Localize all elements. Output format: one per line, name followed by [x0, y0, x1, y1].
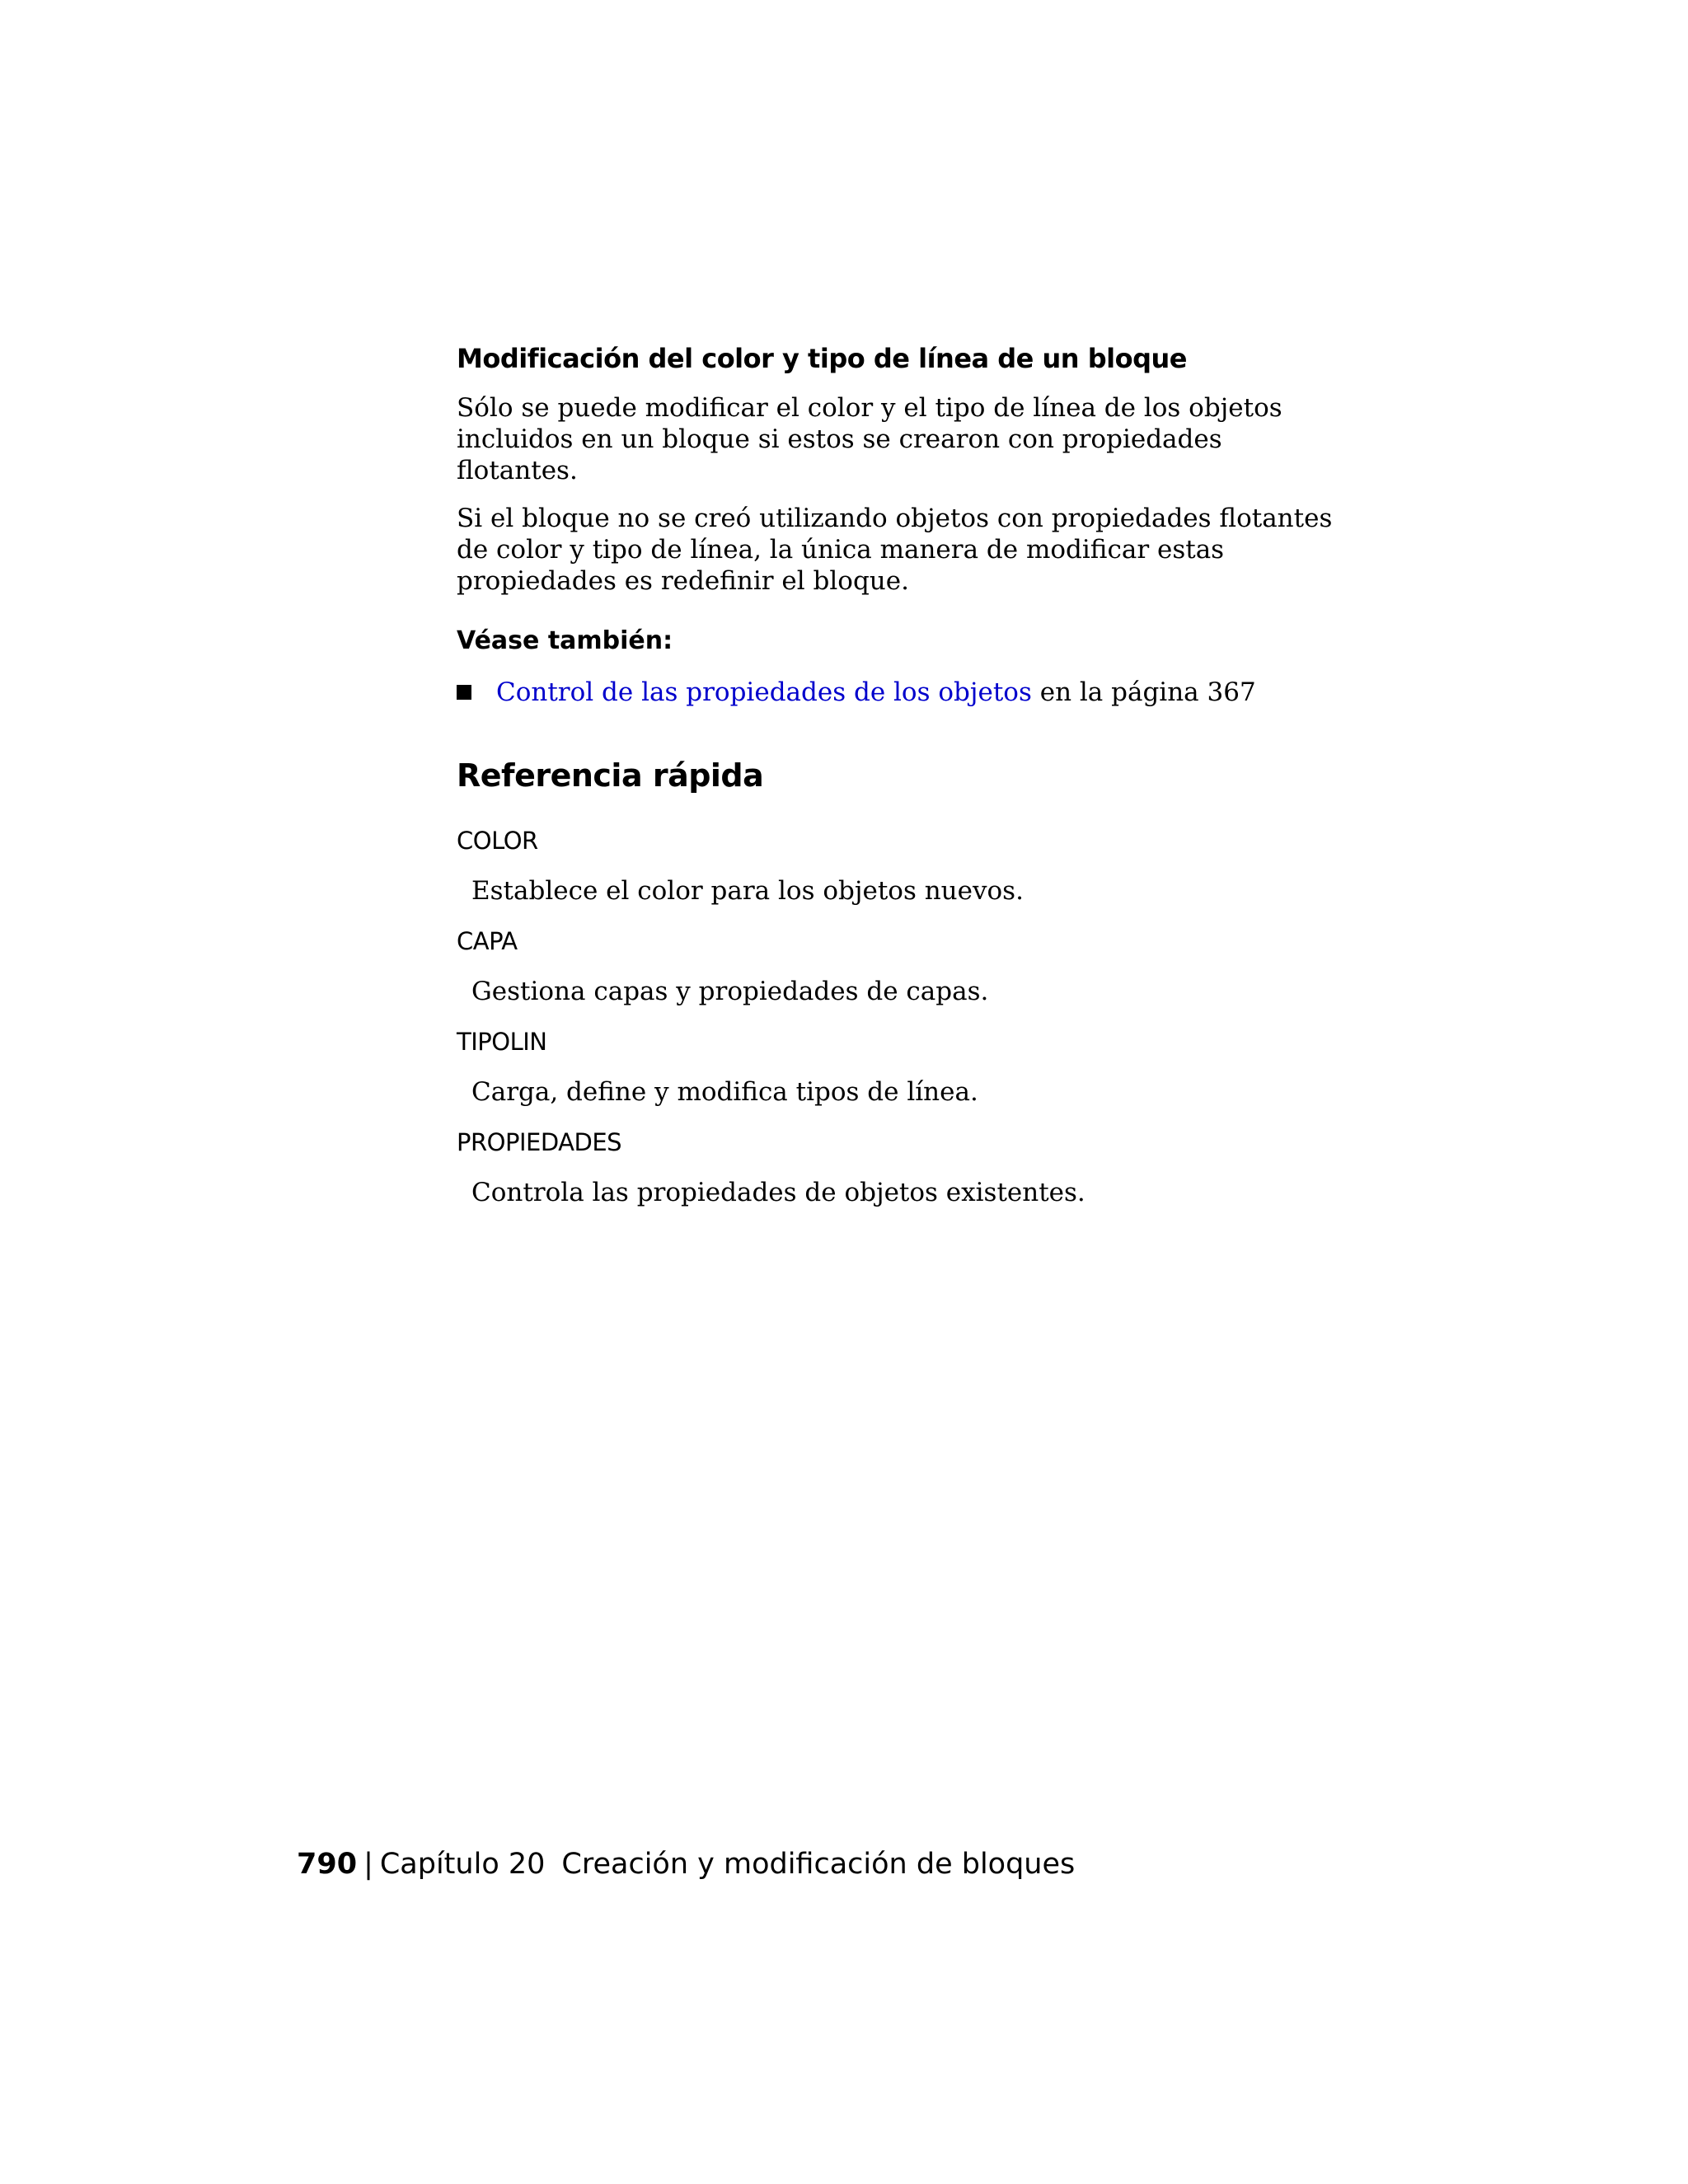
command-description: Carga, define y modifica tipos de línea. — [471, 1077, 978, 1107]
paragraph: Si el bloque no se creó utilizando objetos con propiedades flotantes de color y tipo de línea, la única manera de modificar estas propiedades es redefinir el bloque. — [457, 504, 1333, 596]
command-name: CAPA — [457, 927, 518, 955]
page-number: 790 — [297, 1848, 358, 1881]
see-also-label: Véase también: — [457, 626, 673, 655]
command-description: Gestiona capas y propiedades de capas. — [471, 977, 989, 1006]
command-name: TIPOLIN — [457, 1028, 547, 1056]
bullet-square-icon — [457, 685, 471, 700]
see-also-suffix: en la página 367 — [1039, 677, 1256, 707]
command-description: Establece el color para los objetos nuevos. — [471, 876, 1024, 906]
page-footer — [297, 1848, 1075, 1881]
see-also-item — [457, 677, 1347, 708]
see-also-link[interactable]: Control de las propiedades de los objetos — [496, 677, 1032, 707]
command-name: COLOR — [457, 827, 538, 855]
paragraph: Sólo se puede modificar el color y el tipo de línea de los objetos incluidos en un bloque si estos se crearon con propiedades flotantes. — [457, 393, 1282, 485]
command-description: Controla las propiedades de objetos existentes. — [471, 1178, 1085, 1207]
command-name: PROPIEDADES — [457, 1128, 622, 1156]
chapter-title: Creación y modificación de bloques — [561, 1848, 1076, 1881]
section-title: Modificación del color y tipo de línea de un bloque — [457, 343, 1187, 374]
footer-separator: | — [363, 1848, 373, 1881]
page-content — [457, 343, 1347, 1229]
chapter-label: Capítulo 20 — [379, 1848, 546, 1881]
quick-reference-title: Referencia rápida — [457, 757, 764, 794]
